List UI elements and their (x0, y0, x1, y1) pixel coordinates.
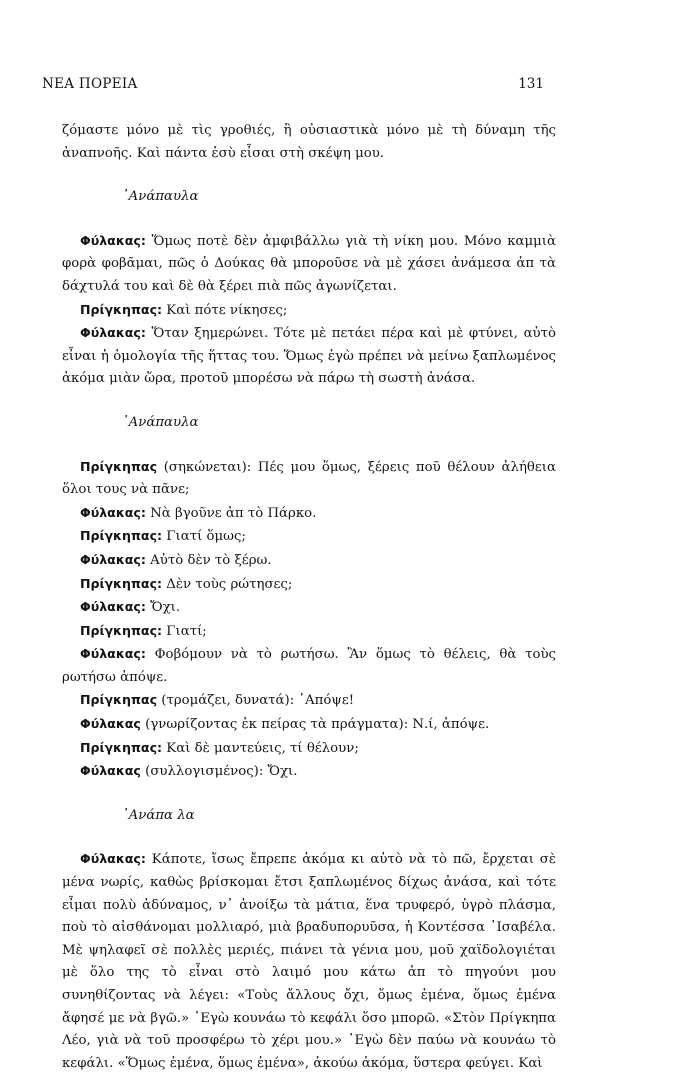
paragraph-continued (62, 120, 556, 165)
speaker-label: Πρίγκηπας (80, 692, 158, 708)
speaker-label: Φύλακας (80, 763, 141, 779)
stage-direction: ᾿Ανάπα λα (122, 807, 195, 823)
speaker-label: Φύλακας: (80, 325, 146, 341)
dialogue-line (62, 713, 556, 737)
dialogue-line (62, 230, 556, 299)
page-body (62, 120, 556, 1075)
dialogue-text: Αὐτὸ δὲν τὸ ξέρω. (145, 552, 272, 568)
dialogue-line (62, 643, 556, 689)
speaker-label: Πρίγκηπας: (80, 739, 163, 755)
dialogue-line (62, 549, 556, 573)
stage-direction: ᾿Ανάπαυλα (122, 414, 199, 430)
speaker-label: Φύλακας: (80, 232, 146, 248)
dialogue-text: Καὶ δὲ μαντεύεις, τί θέλουν; (162, 740, 359, 756)
speaker-label: Φύλακας: (80, 851, 146, 867)
speaker-label: Φύλακας: (80, 599, 146, 615)
dialogue-line (62, 456, 556, 502)
dialogue-text: (σηκώνεται): Πές μου ὅμως, ξέρεις ποῦ θέλουν ἀλήθεια ὅλοι τους νὰ πᾶνε; (62, 459, 556, 498)
dialogue-text: (συλλογισμένος): Ὄχι. (140, 764, 298, 780)
dialogue-line (62, 299, 556, 323)
dialogue-text: (γνωρίζοντας ἐκ πείρας τὰ πράγματα): Ν.ί, ἀπόψε. (140, 717, 490, 733)
dialogue-text: Καὶ πότε νίκησες; (162, 302, 288, 318)
dialogue-line (62, 525, 556, 549)
dialogue-line (62, 573, 556, 597)
speaker-label: Πρίγκηπας: (80, 301, 163, 317)
speaker-label: Πρίγκηπας: (80, 622, 163, 638)
speaker-label: Πρίγκηπας (80, 458, 158, 474)
dialogue-text: Φοβόμουν νὰ τὸ ρωτήσω. Ἂν ὅμως τὸ θέλεις, θὰ τοὺς ρωτήσω ἀπόψε. (62, 647, 556, 685)
speaker-label: Φύλακας: (80, 504, 146, 520)
speaker-label: Φύλακας (80, 716, 141, 732)
dialogue-text: (τρομάζει, δυνατά): ᾿Απόψε! (157, 693, 355, 709)
dialogue-text: Ὅμως ποτὲ δὲν ἀμφιβάλλω γιὰ τὴ νίκη μου. Μόνο καμμιὰ φορὰ φοβᾶμαι, πῶς ὁ Δούκας θὰ μποροῦσε νὰ μὲ χάσει ἀνάμεσα ἀπ τὰ δάχτυλά του καὶ δὲ θὰ ξέρει πιὰ πῶς ἀγωνίζεται. (62, 233, 556, 294)
dialogue-line (62, 848, 556, 1075)
dialogue-line (62, 620, 556, 644)
dialogue-text: Γιατί; (162, 623, 207, 639)
dialogue-line (62, 502, 556, 526)
page-number: 131 (518, 76, 544, 92)
dialogue-line (62, 760, 556, 784)
dialogue-text: Νὰ βγοῦνε ἀπ τὸ Πάρκο. (145, 505, 317, 521)
running-title: ΝΕΑ ΠΟΡΕΙΑ (42, 76, 138, 92)
speaker-label: Πρίγκηπας: (80, 575, 163, 591)
paragraph-text: ζόμαστε μόνο μὲ τὶς γροθιές, ἢ οὐσιαστικὰ μόνο μὲ τὴ δύναμη τῆς ἀναπνοῆς. Καὶ πάντα ἐσὺ εἶσαι στὴ σκέψη μου. (62, 123, 556, 161)
dialogue-text: Κάποτε, ἴσως ἔπρεπε ἀκόμα κι αὐτὸ νὰ τὸ πῶ, ἔρχεται σὲ μένα νωρίς, καθὼς βρίσκομαι ἔτσι ξαπλωμένος δίχως ἀνάσα, καὶ τότε εἶμαι πολὺ ἀδύναμος, ν᾿ ἀνοίξω τὰ μάτια, ἕνα τρυφερό, ὑγρὸ πλάσμα, ποὺ τὸ αἰσθάνομαι μολλιαρό, μιὰ βραδυπορυῦσα, ἡ Κοντέσσα ᾿Ισαβέλα. Μὲ ψηλαφεῖ σὲ πολλὲς μεριές, πιάνει τὰ γένια μου, μοῦ χαϊδολογιέται μὲ ὅλο της τὸ εἶναι στὸ λαιμό μου κάτω ἀπ τὸ πηγούνι μου συνηθίζοντας νὰ λέγει: «Τοὺς ἄλλους ὄχι, ὅμως ἐμένα, ὅμως ἐμένα ἄφησέ με νὰ βγῶ.» ᾿Εγὼ κουνάω τὸ κεφάλι ὅσο μπορῶ. «Στὸν Πρίγκηπα Λέο, γιὰ νὰ τοῦ προσφέρω τὸ χέρι μου.» ᾿Εγὼ δὲν παύω νὰ κουνάω τὸ κεφάλι. «Ὅμως ἐμένα, ὅμως ἐμένα», ἀκούω ἀκόμα, ὕστερα φεύγει. Καὶ (62, 852, 556, 1071)
dialogue-line (62, 596, 556, 620)
dialogue-line (62, 689, 556, 713)
speaker-label: Φύλακας: (80, 551, 146, 567)
stage-direction: ᾿Ανάπαυλα (122, 189, 199, 205)
dialogue-line (62, 737, 556, 761)
dialogue-text: Γιατί ὅμως; (162, 529, 246, 545)
speaker-label: Φύλακας: (80, 646, 146, 662)
dialogue-text: Δὲν τοὺς ρώτησες; (162, 576, 293, 592)
speaker-label: Πρίγκηπας: (80, 528, 163, 544)
dialogue-text: Ὄχι. (145, 600, 181, 616)
dialogue-line (62, 322, 556, 391)
dialogue-text: Ὅταν ξημερώνει. Τότε μὲ πετάει πέρα καὶ μὲ φτύνει, αὐτὸ εἶναι ἡ ὁμολογία τῆς ἥττας του. Ὅμως ἐγὼ πρέπει νὰ μείνω ξαπλωμένος ἀκόμα μιὰν ὥρα, προτοῦ μπορέσω νὰ πάρω τὴ σωστὴ ἀνάσα. (62, 326, 556, 387)
